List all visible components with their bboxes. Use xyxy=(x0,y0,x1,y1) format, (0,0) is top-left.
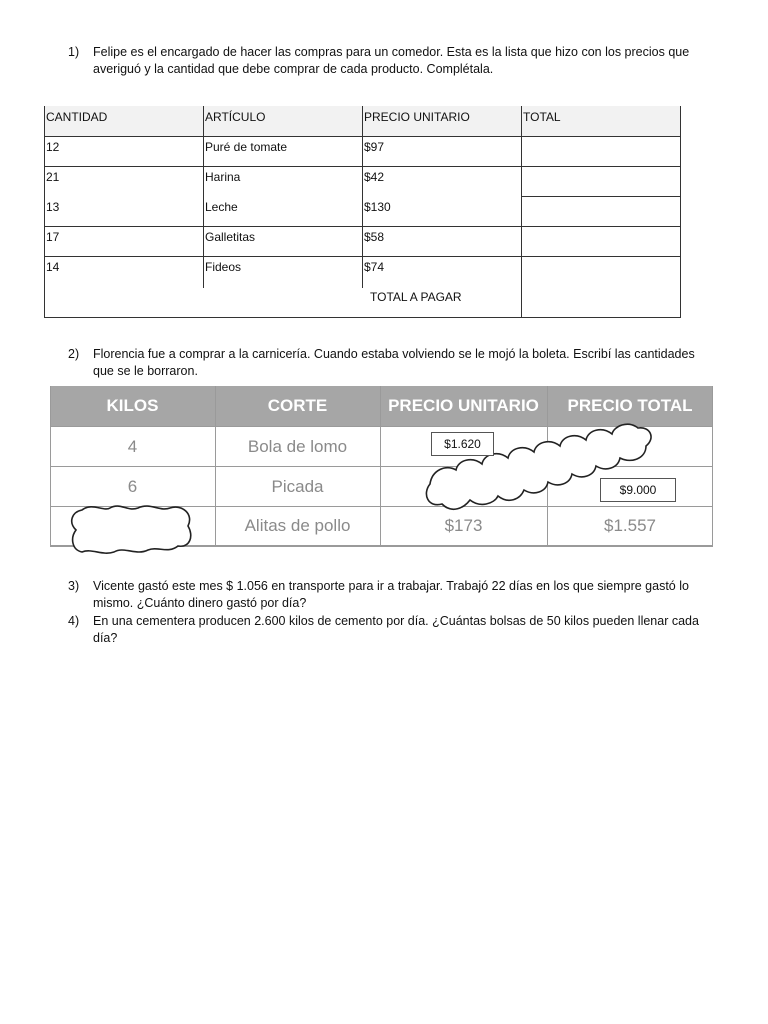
table-rule xyxy=(380,386,381,547)
table-cell-total-price: $1.557 xyxy=(604,516,656,535)
water-stain-icon xyxy=(68,500,196,558)
question-line: que se le borraron. xyxy=(93,364,198,378)
column-header-precio-unitario: PRECIO UNITARIO xyxy=(388,396,539,415)
question-2 xyxy=(68,346,718,380)
table-cell-price: $97 xyxy=(364,140,385,154)
question-text xyxy=(93,613,718,647)
table-cell-qty: 14 xyxy=(46,260,60,274)
unit-price-box: $1.620 xyxy=(431,432,494,456)
column-header-precio-total: PRECIO TOTAL xyxy=(567,396,693,415)
question-text xyxy=(93,44,718,78)
table-cell-qty: 17 xyxy=(46,230,60,244)
table-cell-qty: 13 xyxy=(46,200,60,214)
question-4 xyxy=(68,613,718,647)
table-rule xyxy=(712,386,713,547)
table-rule xyxy=(44,317,681,318)
table-cell-qty: 21 xyxy=(46,170,60,184)
table-cell-price: $130 xyxy=(364,200,391,214)
question-line: En una cementera producen 2.600 kilos de cemento por día. ¿Cuántas bolsas de 50 kilos pueden llenar cada xyxy=(93,614,699,628)
table-rule xyxy=(680,106,681,318)
table-cell-unit-price: $173 xyxy=(444,516,483,535)
question-line: Felipe es el encargado de hacer las compras para un comedor. Esta es la lista que hizo con los precios que xyxy=(93,45,690,59)
table-cell-item: Galletitas xyxy=(205,230,256,244)
question-line: Florencia fue a comprar a la carnicería. Cuando estaba volviendo se le mojó la boleta. Escribí las cantidades xyxy=(93,347,695,361)
table-cell-corte: Bola de lomo xyxy=(247,437,348,456)
total-label: TOTAL A PAGAR xyxy=(370,290,462,304)
table-rule xyxy=(50,386,51,547)
question-line: Vicente gastó este mes $ 1.056 en transporte para ir a trabajar. Trabajó 22 días en los que siempre gastó lo xyxy=(93,579,689,593)
table-cell-corte: Alitas de pollo xyxy=(244,516,351,535)
table-rule xyxy=(362,106,363,288)
table-cell-price: $74 xyxy=(364,260,385,274)
table-cell-qty: 12 xyxy=(46,140,60,154)
table-cell-price: $58 xyxy=(364,230,385,244)
table-rule xyxy=(215,386,216,547)
question-text xyxy=(93,346,718,380)
column-header-articulo: ARTÍCULO xyxy=(205,110,266,124)
table-cell-item: Fideos xyxy=(205,260,242,274)
table-cell-item: Harina xyxy=(205,170,241,184)
table-cell-price: $42 xyxy=(364,170,385,184)
question-line: averiguó y la cantidad que debe comprar de cada producto. Complétala. xyxy=(93,62,494,76)
column-header-total: TOTAL xyxy=(523,110,561,124)
question-number: 2) xyxy=(68,347,80,361)
question-text xyxy=(93,578,718,612)
table-rule xyxy=(521,196,681,197)
table-rule xyxy=(44,106,45,318)
column-header-corte: CORTE xyxy=(267,396,328,415)
table-rule xyxy=(203,106,204,288)
column-header-kilos: KILOS xyxy=(106,396,159,415)
total-price-box: $9.000 xyxy=(600,478,676,502)
table-cell-item: Leche xyxy=(205,200,238,214)
column-header-precio-unitario: PRECIO UNITARIO xyxy=(364,110,470,124)
table-cell-corte: Picada xyxy=(271,477,324,496)
question-number: 4) xyxy=(68,614,80,628)
question-line: mismo. ¿Cuánto dinero gastó por día? xyxy=(93,596,307,610)
question-number: 1) xyxy=(68,45,80,59)
question-number: 3) xyxy=(68,579,80,593)
column-header-cantidad: CANTIDAD xyxy=(46,110,108,124)
table-cell-item: Puré de tomate xyxy=(205,140,288,154)
table-cell-kilos: 6 xyxy=(127,477,138,496)
table-rule xyxy=(521,106,522,318)
question-line: día? xyxy=(93,631,118,645)
question-3 xyxy=(68,578,718,612)
table-cell-kilos: 4 xyxy=(127,437,138,456)
shopping-table xyxy=(44,106,681,318)
question-1 xyxy=(68,44,718,78)
